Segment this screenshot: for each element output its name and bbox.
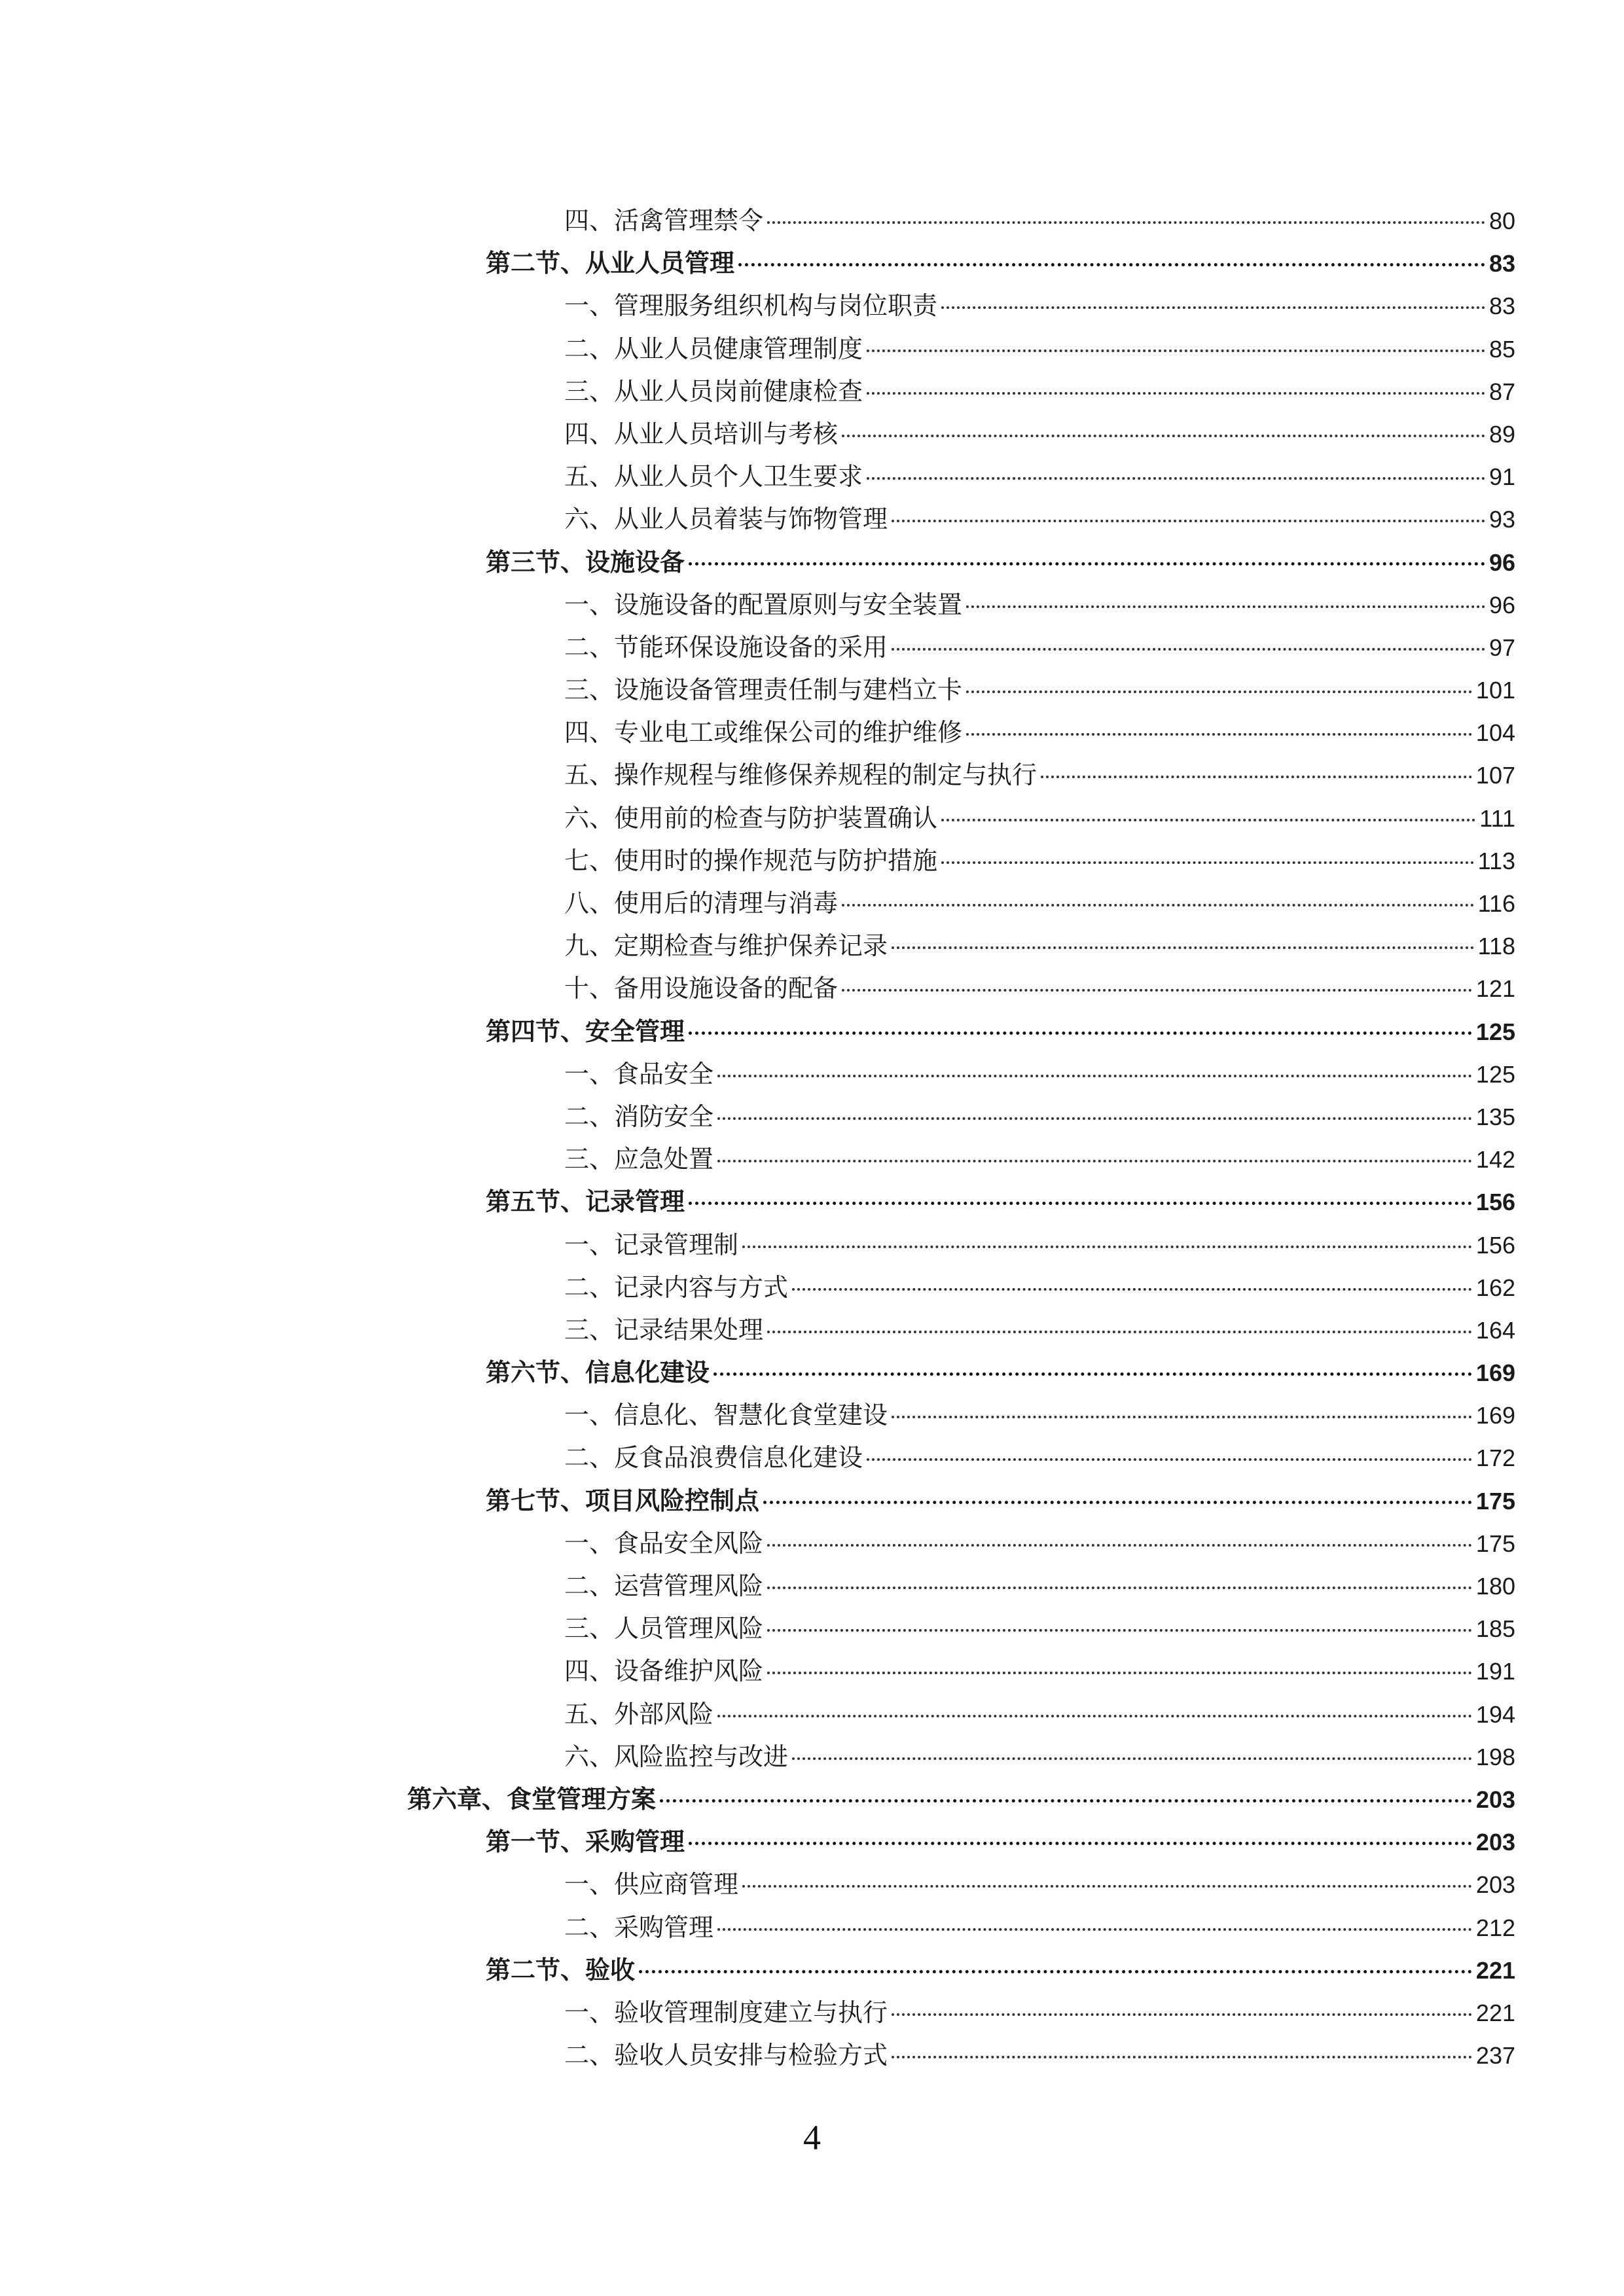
toc-section-entry[interactable] (0, 541, 1515, 584)
toc-entry-page: 185 (1475, 1615, 1515, 1643)
toc-subsection-entry[interactable] (0, 1138, 1515, 1181)
toc-subsection-entry[interactable] (0, 1907, 1515, 1949)
toc-section-entry[interactable] (0, 1352, 1515, 1394)
toc-entry-title: 一、食品安全风险 (564, 1528, 764, 1558)
toc-subsection-entry[interactable] (0, 1522, 1515, 1565)
toc-entry-page: 164 (1475, 1316, 1515, 1344)
toc-dot-leader (738, 263, 1485, 266)
toc-subsection-entry[interactable] (0, 1863, 1515, 1906)
toc-dot-leader (660, 1799, 1472, 1803)
toc-entry-title: 一、记录管理制 (564, 1230, 739, 1259)
toc-entry-page: 111 (1479, 804, 1515, 832)
toc-subsection-entry[interactable] (0, 584, 1515, 626)
toc-dot-leader (867, 392, 1485, 395)
toc-entry-page: 191 (1475, 1658, 1515, 1685)
toc-dot-leader (689, 1031, 1472, 1035)
toc-entry-title: 一、管理服务组织机构与岗位职责 (564, 291, 938, 321)
toc-entry-page: 118 (1477, 933, 1515, 960)
toc-dot-leader (867, 1458, 1472, 1461)
toc-dot-leader (717, 1160, 1472, 1162)
toc-subsection-entry[interactable] (0, 669, 1515, 711)
toc-entry-title: 三、应急处置 (564, 1145, 714, 1174)
toc-entry-title: 六、从业人员着装与饰物管理 (564, 505, 888, 534)
toc-entry-title: 五、操作规程与维修保养规程的制定与执行 (564, 761, 1038, 790)
toc-entry-title: 三、记录结果处理 (564, 1315, 764, 1344)
toc-dot-leader (966, 605, 1485, 608)
toc-entry-title: 第二节、从业人员管理 (486, 249, 735, 278)
toc-subsection-entry[interactable] (0, 1394, 1515, 1437)
toc-entry-title: 四、专业电工或维保公司的维护维修 (564, 718, 963, 747)
toc-subsection-entry[interactable] (0, 1607, 1515, 1650)
toc-section-entry[interactable] (0, 1011, 1515, 1053)
toc-subsection-entry[interactable] (0, 413, 1515, 456)
toc-entry-page: 142 (1475, 1146, 1515, 1174)
toc-entry-title: 二、采购管理 (564, 1912, 714, 1942)
toc-entry-page: 221 (1475, 1956, 1515, 1984)
toc-dot-leader (892, 2013, 1472, 2016)
toc-entry-title: 一、供应商管理 (564, 1870, 739, 1899)
toc-entry-title: 第二节、验收 (486, 1955, 636, 1984)
toc-entry-title: 二、消防安全 (564, 1102, 714, 1131)
toc-subsection-entry[interactable] (0, 1224, 1515, 1266)
toc-subsection-entry[interactable] (0, 626, 1515, 669)
toc-entry-page: 203 (1475, 1785, 1515, 1813)
toc-entry-title: 第五节、记录管理 (486, 1187, 685, 1217)
toc-dot-leader (842, 989, 1472, 992)
toc-subsection-entry[interactable] (0, 882, 1515, 925)
toc-entry-title: 三、人员管理风险 (564, 1614, 764, 1643)
toc-subsection-entry[interactable] (0, 711, 1515, 754)
toc-entry-page: 96 (1489, 548, 1515, 576)
toc-subsection-entry[interactable] (0, 1650, 1515, 1693)
toc-subsection-entry[interactable] (0, 840, 1515, 882)
toc-entry-title: 四、从业人员培训与考核 (564, 419, 839, 448)
toc-entry-page: 194 (1475, 1700, 1515, 1728)
toc-subsection-entry[interactable] (0, 1309, 1515, 1352)
toc-subsection-entry[interactable] (0, 2034, 1515, 2077)
toc-entry-title: 十、备用设施设备的配备 (564, 974, 839, 1003)
toc-dot-leader (892, 2056, 1472, 2058)
toc-entry-page: 198 (1475, 1743, 1515, 1770)
toc-dot-leader (867, 477, 1485, 480)
page-number: 4 (803, 2118, 821, 2157)
toc-entry-title: 四、活禽管理禁令 (564, 206, 764, 235)
toc-entry-page: 203 (1475, 1871, 1515, 1899)
toc-entry-page: 221 (1475, 1999, 1515, 2026)
toc-dot-leader (763, 1501, 1472, 1504)
toc-dot-leader (966, 733, 1472, 736)
toc-entry-page: 125 (1475, 1018, 1515, 1045)
toc-dot-leader (941, 306, 1485, 309)
toc-entry-title: 二、记录内容与方式 (564, 1272, 789, 1302)
toc-dot-leader (1041, 776, 1472, 778)
toc-entry-title: 一、信息化、智慧化食堂建设 (564, 1401, 888, 1430)
toc-entry-title: 四、设备维护风险 (564, 1657, 764, 1686)
toc-dot-leader (941, 819, 1475, 821)
toc-entry-page: 80 (1489, 207, 1515, 234)
toc-dot-leader (767, 1331, 1472, 1333)
toc-dot-leader (767, 1629, 1472, 1632)
toc-entry-title: 三、设施设备管理责任制与建档立卡 (564, 675, 963, 705)
toc-dot-leader (639, 1970, 1472, 1973)
toc-subsection-entry[interactable] (0, 1992, 1515, 2034)
toc-entry-title: 七、使用时的操作规范与防护措施 (564, 846, 938, 875)
toc-entry-page: 172 (1475, 1444, 1515, 1472)
toc-entry-title: 五、外部风险 (564, 1699, 714, 1729)
toc-dot-leader (767, 1544, 1472, 1547)
toc-dot-leader (842, 904, 1474, 906)
toc-entry-page: 93 (1489, 506, 1515, 533)
toc-section-entry[interactable] (0, 1949, 1515, 1992)
toc-dot-leader (689, 562, 1485, 565)
toc-entry-title: 一、食品安全 (564, 1059, 714, 1088)
toc-dot-leader (713, 1372, 1472, 1376)
toc-subsection-entry[interactable] (0, 1266, 1515, 1309)
toc-subsection-entry[interactable] (0, 1736, 1515, 1778)
toc-subsection-entry[interactable] (0, 498, 1515, 541)
toc-entry-title: 第六章、食堂管理方案 (407, 1784, 657, 1814)
toc-entry-page: 91 (1489, 463, 1515, 491)
toc-entry-page: 107 (1475, 762, 1515, 789)
toc-entry-page: 87 (1489, 378, 1515, 405)
toc-entry-page: 121 (1475, 975, 1515, 1003)
toc-entry-title: 二、验收人员安排与检验方式 (564, 2041, 888, 2070)
toc-entry-page: 135 (1475, 1103, 1515, 1130)
toc-section-entry[interactable] (0, 1821, 1515, 1863)
toc-subsection-entry[interactable] (0, 754, 1515, 797)
toc-dot-leader (767, 221, 1485, 224)
toc-entry-title: 第一节、采购管理 (486, 1827, 685, 1857)
toc-entry-title: 六、风险监控与改进 (564, 1742, 789, 1771)
toc-dot-leader (892, 648, 1485, 651)
toc-dot-leader (792, 1288, 1472, 1291)
toc-dot-leader (892, 946, 1474, 949)
toc-entry-page: 125 (1475, 1060, 1515, 1088)
toc-subsection-entry[interactable] (0, 456, 1515, 498)
toc-subsection-entry[interactable] (0, 1693, 1515, 1736)
toc-dot-leader (689, 1842, 1472, 1845)
toc-dot-leader (689, 1202, 1472, 1205)
toc-entry-page: 237 (1475, 2042, 1515, 2070)
toc-entry-title: 二、反食品浪费信息化建设 (564, 1443, 863, 1473)
toc-dot-leader (742, 1885, 1472, 1888)
toc-entry-page: 85 (1489, 335, 1515, 363)
toc-dot-leader (867, 350, 1485, 352)
toc-entry-page: 162 (1475, 1274, 1515, 1301)
toc-entry-title: 九、定期检查与维护保养记录 (564, 931, 888, 961)
toc-dot-leader (742, 1246, 1472, 1248)
toc-entry-page: 169 (1475, 1402, 1515, 1429)
toc-dot-leader (717, 1928, 1472, 1931)
toc-subsection-entry[interactable] (0, 200, 1515, 242)
toc-entry-page: 156 (1475, 1231, 1515, 1259)
toc-dot-leader (767, 1587, 1472, 1589)
toc-entry-page: 101 (1475, 677, 1515, 704)
toc-dot-leader (842, 435, 1485, 437)
toc-dot-leader (717, 1075, 1472, 1077)
toc-entry-page: 116 (1477, 890, 1515, 917)
toc-dot-leader (892, 1416, 1472, 1418)
toc-section-entry[interactable] (0, 1480, 1515, 1522)
toc-dot-leader (892, 520, 1485, 522)
toc-entry-page: 175 (1475, 1530, 1515, 1557)
toc-entry-title: 第三节、设施设备 (486, 547, 685, 577)
toc-dot-leader (717, 1117, 1472, 1120)
toc-entry-page: 169 (1475, 1359, 1515, 1387)
toc-subsection-entry[interactable] (0, 1437, 1515, 1479)
toc-entry-title: 第六节、信息化建设 (486, 1358, 710, 1388)
toc-subsection-entry[interactable] (0, 1096, 1515, 1138)
toc-subsection-entry[interactable] (0, 797, 1515, 840)
toc-subsection-entry[interactable] (0, 1565, 1515, 1607)
toc-subsection-entry[interactable] (0, 328, 1515, 370)
toc-entry-title: 第四节、安全管理 (486, 1016, 685, 1046)
table-of-contents (0, 200, 1624, 2077)
toc-entry-title: 二、从业人员健康管理制度 (564, 334, 863, 363)
toc-subsection-entry[interactable] (0, 285, 1515, 327)
toc-dot-leader (717, 1715, 1472, 1717)
toc-section-entry[interactable] (0, 1181, 1515, 1223)
toc-dot-leader (792, 1757, 1472, 1760)
toc-entry-page: 104 (1475, 719, 1515, 747)
toc-entry-page: 156 (1475, 1189, 1515, 1216)
toc-entry-page: 97 (1489, 634, 1515, 661)
toc-dot-leader (941, 861, 1474, 864)
toc-entry-title: 二、节能环保设施设备的采用 (564, 632, 888, 662)
toc-chapter-entry[interactable] (0, 1778, 1515, 1821)
toc-dot-leader (966, 691, 1472, 693)
toc-entry-title: 五、从业人员个人卫生要求 (564, 462, 863, 492)
toc-section-entry[interactable] (0, 242, 1515, 285)
toc-entry-page: 175 (1475, 1487, 1515, 1515)
toc-subsection-entry[interactable] (0, 370, 1515, 413)
toc-entry-page: 113 (1477, 847, 1515, 874)
toc-entry-page: 180 (1475, 1573, 1515, 1600)
toc-entry-page: 203 (1475, 1829, 1515, 1856)
toc-entry-title: 三、从业人员岗前健康检查 (564, 376, 863, 406)
toc-subsection-entry[interactable] (0, 925, 1515, 967)
toc-entry-title: 二、运营管理风险 (564, 1571, 764, 1600)
toc-entry-page: 83 (1489, 293, 1515, 320)
toc-entry-page: 89 (1489, 420, 1515, 448)
toc-dot-leader (767, 1672, 1472, 1674)
toc-entry-page: 212 (1475, 1914, 1515, 1941)
toc-subsection-entry[interactable] (0, 967, 1515, 1010)
toc-entry-title: 一、验收管理制度建立与执行 (564, 1998, 888, 2027)
toc-entry-page: 96 (1489, 591, 1515, 619)
toc-entry-title: 八、使用后的清理与消毒 (564, 889, 839, 918)
toc-entry-title: 第七节、项目风险控制点 (486, 1486, 760, 1515)
toc-entry-title: 一、设施设备的配置原则与安全装置 (564, 590, 963, 619)
toc-subsection-entry[interactable] (0, 1053, 1515, 1096)
toc-entry-title: 六、使用前的检查与防护装置确认 (564, 803, 938, 833)
toc-entry-page: 83 (1489, 250, 1515, 278)
